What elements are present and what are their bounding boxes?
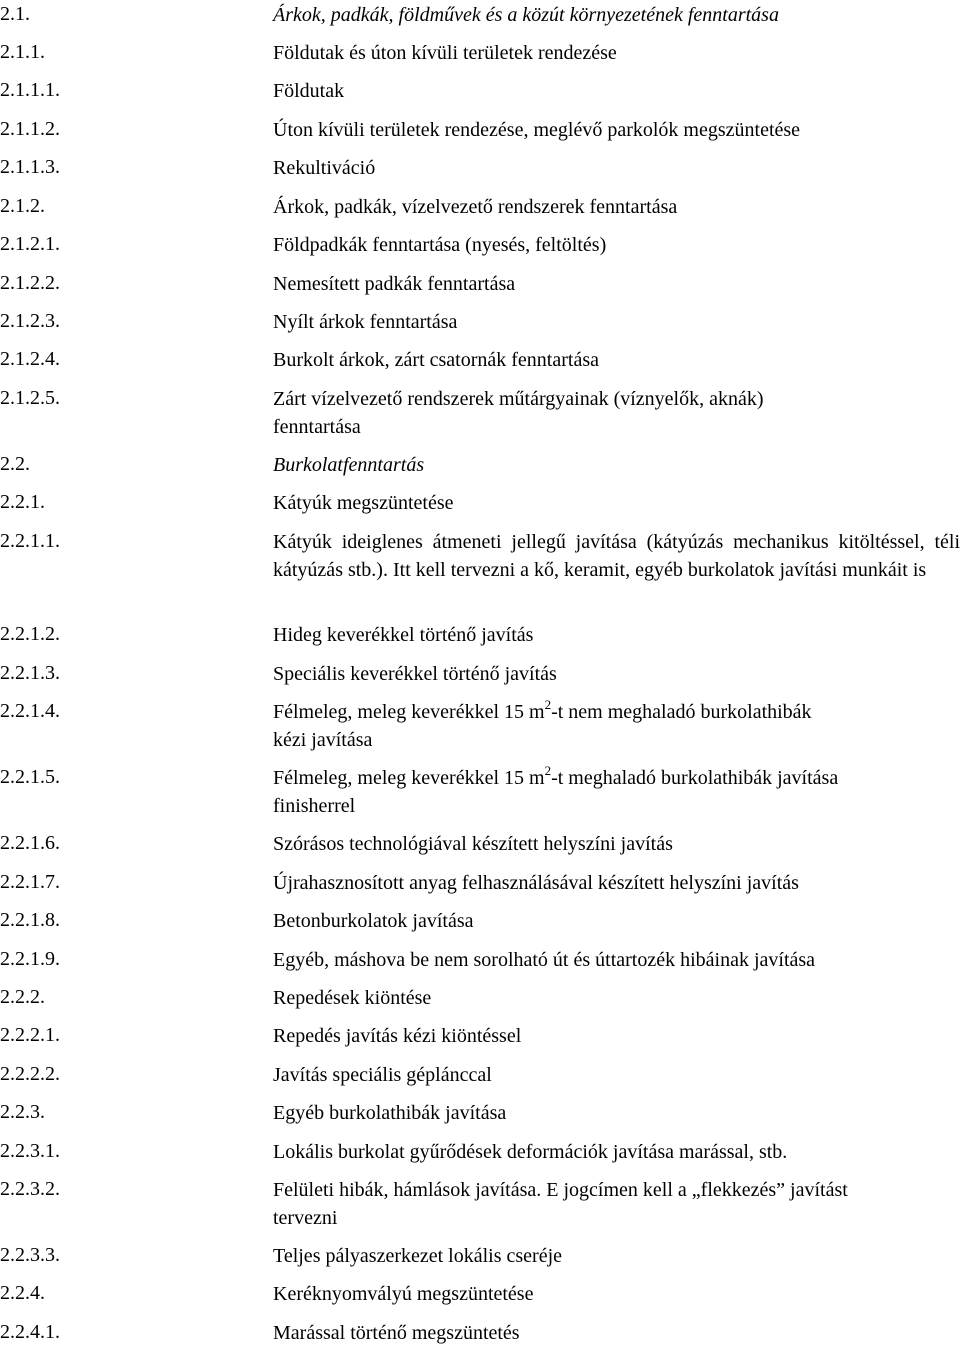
section-title: Szórásos technológiával készített helyszíni javítás xyxy=(273,833,673,855)
section-number: 2.2.2. xyxy=(0,986,45,1008)
section-title: Javítás speciális géplánccal xyxy=(273,1064,492,1086)
section-title: Egyéb burkolathibák javítása xyxy=(273,1102,507,1124)
section-title: Repedések kiöntése xyxy=(273,987,432,1009)
section-title: Félmeleg, meleg keverékkel 15 $m^2-t$ nem meghaladó burkolathibák kézi javítása xyxy=(273,697,812,751)
section-number: 2.2.1.8. xyxy=(0,909,60,931)
section-title: Újrahasznosított anyag felhasználásával készített helyszíni javítás xyxy=(273,872,799,894)
section-title: Teljes pályaszerkezet lokális cseréje xyxy=(273,1245,563,1267)
section-title: Burkolt árkok, zárt csatornák fenntartása xyxy=(273,349,599,371)
section-number: 2.1.2.4. xyxy=(0,348,60,370)
section-number: 2.2.3. xyxy=(0,1101,45,1123)
section-number: 2.2.1.5. xyxy=(0,766,60,788)
section-title: Zárt vízelvezető rendszerek műtárgyainak (víznyelők, aknák) fenntartása xyxy=(273,388,764,438)
section-number: 2.2.1.6. xyxy=(0,832,60,854)
section-title: Földutak és úton kívüli területek rendezése xyxy=(273,42,617,64)
section-number: 2.2.4. xyxy=(0,1282,45,1304)
section-number: 2.2.1.4. xyxy=(0,700,60,722)
section-title: Kátyúk ideiglenes átmeneti jellegű javítása (kátyúzás mechanikus kitöltéssel, téli kátyúzás stb.). Itt kell tervezni a kő, keramit, egyéb burkolatok javítási munkáit is xyxy=(273,531,960,581)
section-title: Betonburkolatok javítása xyxy=(273,910,474,932)
section-title: Árkok, padkák, földművek és a közút környezetének fenntartása xyxy=(273,4,779,26)
section-title: Burkolatfenntartás xyxy=(273,454,425,476)
superscript: 2 xyxy=(544,697,552,712)
section-number: 2.2. xyxy=(0,453,30,475)
section-number: 2.2.3.3. xyxy=(0,1244,60,1266)
section-title: Árkok, padkák, vízelvezető rendszerek fenntartása xyxy=(273,196,678,218)
section-title: Félmeleg, meleg keverékkel 15 $m^2-t$ meghaladó burkolathibák javítása finisherrel xyxy=(273,763,839,817)
section-title: Földpadkák fenntartása (nyesés, feltöltés) xyxy=(273,234,607,256)
section-title: Kátyúk megszüntetése xyxy=(273,492,454,514)
section-number: 2.2.4.1. xyxy=(0,1321,60,1343)
section-number: 2.1.1. xyxy=(0,41,45,63)
section-number: 2.1.1.3. xyxy=(0,156,60,178)
section-title: Repedés javítás kézi kiöntéssel xyxy=(273,1025,522,1047)
section-number: 2.1.2.3. xyxy=(0,310,60,332)
section-title: Hideg keverékkel történő javítás xyxy=(273,624,534,646)
section-title: Egyéb, máshova be nem sorolható út és úttartozék hibáinak javítása xyxy=(273,949,816,971)
section-title: Földutak xyxy=(273,80,345,102)
section-title: Lokális burkolat gyűrődések deformációk javítása marással, stb. xyxy=(273,1141,788,1163)
section-number: 2.2.2.2. xyxy=(0,1063,60,1085)
section-number: 2.2.1.9. xyxy=(0,948,60,970)
section-number: 2.1.2.2. xyxy=(0,272,60,294)
section-title: Úton kívüli területek rendezése, meglévő parkolók megszüntetése xyxy=(273,119,801,141)
section-title: Nyílt árkok fenntartása xyxy=(273,311,458,333)
section-number: 2.2.3.2. xyxy=(0,1178,60,1200)
section-number: 2.2.1.3. xyxy=(0,662,60,684)
section-title: Keréknyomvályú megszüntetése xyxy=(273,1283,534,1305)
section-number: 2.1.2. xyxy=(0,195,45,217)
section-number: 2.1. xyxy=(0,3,30,25)
superscript: 2 xyxy=(544,763,552,778)
section-number: 2.2.1.2. xyxy=(0,623,60,645)
section-title: Felületi hibák, hámlások javítása. E jogcímen kell a „flekkezés” javítást tervezni xyxy=(273,1179,848,1229)
section-number: 2.1.2.5. xyxy=(0,387,60,409)
section-number: 2.1.1.2. xyxy=(0,118,60,140)
section-title: Nemesített padkák fenntartása xyxy=(273,273,516,295)
section-title: Speciális keverékkel történő javítás xyxy=(273,663,557,685)
section-number: 2.1.2.1. xyxy=(0,233,60,255)
section-title: Marással történő megszüntetés xyxy=(273,1322,520,1344)
section-number: 2.2.2.1. xyxy=(0,1024,60,1046)
section-number: 2.2.1.1. xyxy=(0,530,60,552)
section-number: 2.1.1.1. xyxy=(0,79,60,101)
section-title: Rekultiváció xyxy=(273,157,376,179)
section-number: 2.2.1. xyxy=(0,491,45,513)
section-number: 2.2.3.1. xyxy=(0,1140,60,1162)
section-number: 2.2.1.7. xyxy=(0,871,60,893)
